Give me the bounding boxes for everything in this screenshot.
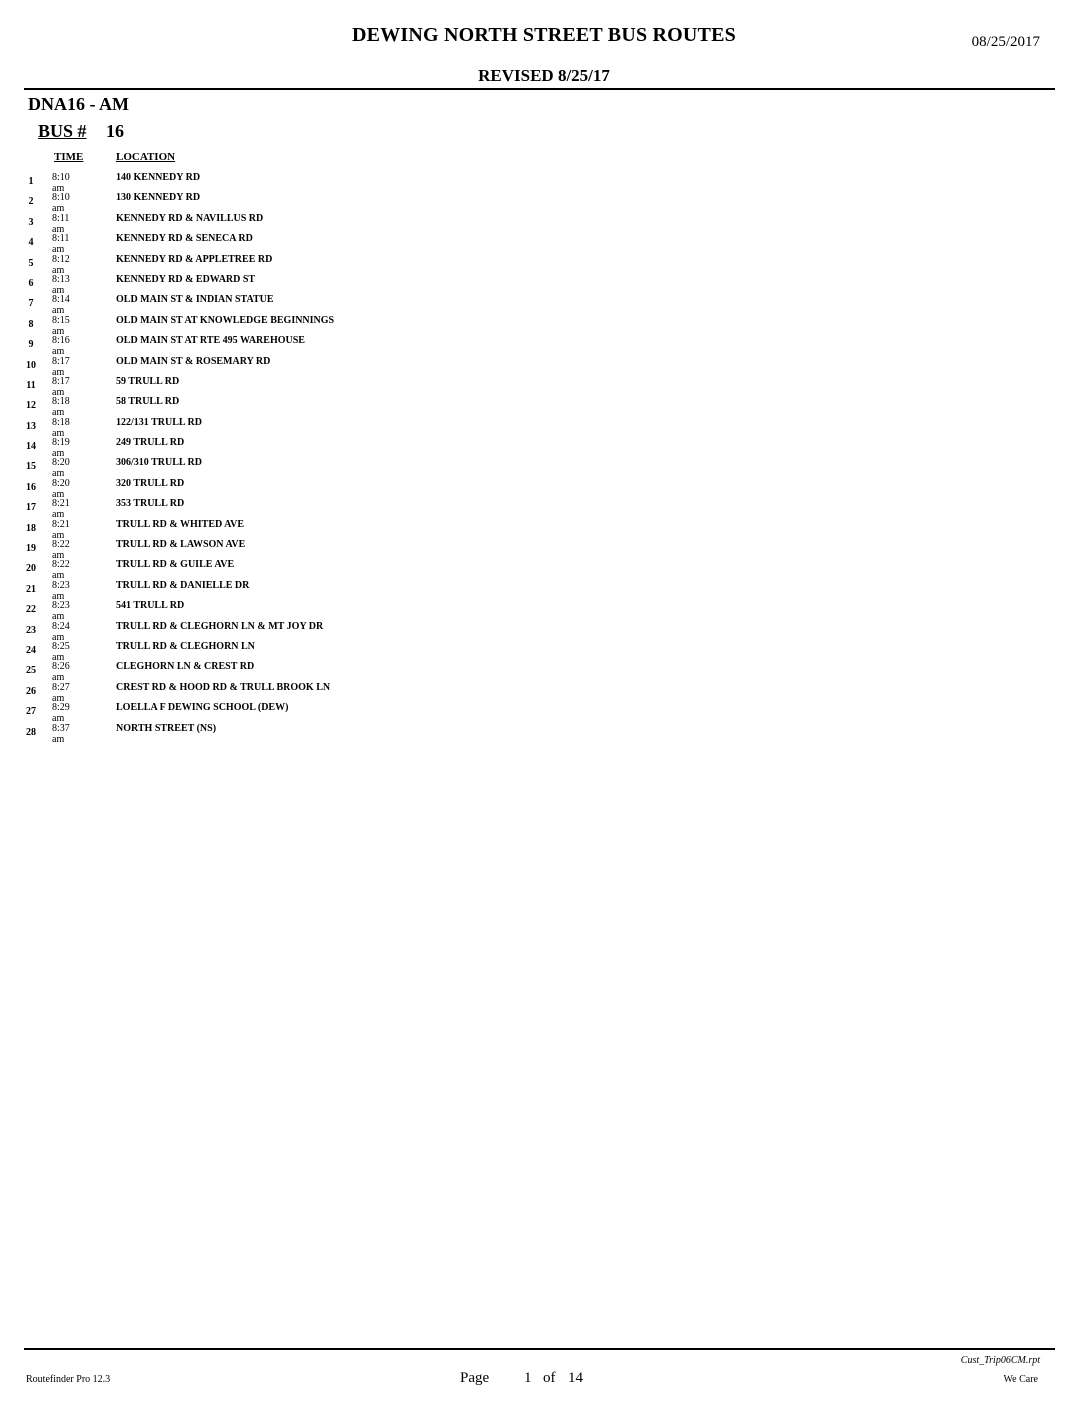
- stop-number: 26: [26, 685, 36, 697]
- header-divider: [24, 88, 1055, 90]
- stop-time: 8:10 am: [52, 192, 70, 215]
- stop-number: 7: [28, 298, 34, 310]
- stop-time: 8:11 am: [52, 233, 70, 256]
- stop-time: 8:22 am: [52, 559, 70, 582]
- stop-time: 8:20 am: [52, 457, 70, 480]
- stop-time: 8:18 am: [52, 416, 70, 439]
- stop-location: 249 TRULL RD: [116, 437, 185, 449]
- footer-tagline: We Care: [1003, 1374, 1038, 1385]
- stop-time: 8:29 am: [52, 702, 70, 725]
- stop-number: 2: [28, 196, 34, 208]
- page-number: 1: [524, 1370, 532, 1386]
- stop-number: 5: [28, 257, 34, 269]
- stop-location: OLD MAIN ST & INDIAN STATUE: [116, 294, 274, 306]
- route-name: DNA16 - AM: [28, 94, 129, 114]
- stop-number: 20: [26, 563, 36, 575]
- stop-time: 8:23 am: [52, 579, 70, 602]
- stop-number: 3: [28, 216, 34, 228]
- stop-time: 8:19 am: [52, 437, 70, 460]
- stop-time: 8:25 am: [52, 640, 70, 663]
- stop-location: NORTH STREET (NS): [116, 722, 217, 734]
- stop-time: 8:22 am: [52, 539, 70, 562]
- stop-location: TRULL RD & CLEGHORN LN & MT JOY DR: [116, 620, 324, 632]
- stop-number: 25: [26, 665, 36, 677]
- stop-number: 22: [26, 604, 36, 616]
- stop-number: 23: [26, 624, 36, 636]
- stop-number: 19: [26, 543, 36, 555]
- stop-location: 306/310 TRULL RD: [116, 457, 202, 469]
- stop-number: 17: [26, 502, 36, 514]
- stop-time: 8:20 am: [52, 477, 70, 500]
- stop-location: 122/131 TRULL RD: [116, 416, 202, 428]
- stop-location: LOELLA F DEWING SCHOOL (DEW): [116, 702, 289, 714]
- page-total: 14: [568, 1370, 583, 1386]
- stop-time: 8:15 am: [52, 314, 70, 337]
- stop-number: 24: [26, 644, 36, 656]
- stop-number: 11: [26, 379, 36, 391]
- column-header-time: TIME: [54, 151, 84, 163]
- stop-number: 15: [26, 461, 36, 473]
- stop-number: 16: [26, 481, 36, 493]
- stop-time: 8:17 am: [52, 375, 70, 398]
- stop-time: 8:26 am: [52, 661, 70, 684]
- document-title: DEWING NORTH STREET BUS ROUTES: [352, 24, 736, 46]
- stop-number: 27: [26, 706, 36, 718]
- stop-time: 8:10 am: [52, 172, 70, 194]
- stop-number: 12: [26, 400, 36, 412]
- column-header-location: LOCATION: [116, 151, 176, 163]
- stop-location: 541 TRULL RD: [116, 600, 185, 612]
- stop-number: 18: [26, 522, 36, 534]
- stop-number: 21: [26, 583, 36, 595]
- stop-location: OLD MAIN ST AT KNOWLEDGE BEGINNINGS: [116, 314, 335, 326]
- stop-time: 8:16 am: [52, 335, 70, 358]
- report-filename: Cust_Trip06CM.rpt: [960, 1355, 1040, 1366]
- stop-time: 8:17 am: [52, 355, 70, 378]
- stop-time: 8:37 am: [52, 722, 70, 745]
- stop-location: CREST RD & HOOD RD & TRULL BROOK LN: [116, 681, 331, 693]
- page-label: Page: [460, 1370, 490, 1386]
- stop-time: 8:21 am: [52, 518, 70, 541]
- stop-location: TRULL RD & WHITED AVE: [116, 518, 244, 530]
- stop-number: 13: [26, 420, 36, 432]
- stop-location: 59 TRULL RD: [116, 375, 180, 387]
- stop-time: 8:27 am: [52, 681, 70, 704]
- stop-time: 8:14 am: [52, 294, 70, 317]
- stop-location: CLEGHORN LN & CREST RD: [116, 661, 255, 673]
- stop-location: KENNEDY RD & APPLETREE RD: [116, 253, 273, 265]
- stop-time: 8:23 am: [52, 600, 70, 623]
- stop-location: OLD MAIN ST AT RTE 495 WAREHOUSE: [116, 335, 305, 347]
- stop-number: 6: [28, 277, 34, 289]
- stop-location: 58 TRULL RD: [116, 396, 180, 408]
- stop-number: 8: [28, 318, 34, 330]
- stop-time: 8:18 am: [52, 396, 70, 419]
- stop-location: TRULL RD & CLEGHORN LN: [116, 640, 255, 652]
- stop-number: 28: [26, 726, 36, 738]
- stop-location: KENNEDY RD & SENECA RD: [116, 233, 253, 245]
- stop-number: 14: [26, 441, 36, 453]
- stop-location: TRULL RD & GUILE AVE: [116, 559, 235, 571]
- revised-subtitle: REVISED 8/25/17: [478, 66, 610, 85]
- stop-location: KENNEDY RD & EDWARD ST: [116, 273, 256, 285]
- stop-location: 140 KENNEDY RD: [116, 172, 201, 183]
- stop-location: OLD MAIN ST & ROSEMARY RD: [116, 355, 271, 367]
- stop-time: 8:12 am: [52, 253, 70, 276]
- stop-number: 9: [28, 339, 34, 351]
- stop-time: 8:24 am: [52, 620, 70, 643]
- stop-location: TRULL RD & LAWSON AVE: [116, 539, 246, 551]
- footer-divider: [24, 1348, 1055, 1350]
- stop-location: 353 TRULL RD: [116, 498, 185, 510]
- software-name: Routefinder Pro 12.3: [26, 1374, 111, 1385]
- stop-time: 8:13 am: [52, 273, 70, 296]
- stop-time: 8:11 am: [52, 212, 70, 235]
- stop-location: 320 TRULL RD: [116, 477, 185, 489]
- stop-number: 10: [26, 359, 36, 371]
- stop-number: 4: [28, 237, 34, 249]
- stop-location: 130 KENNEDY RD: [116, 192, 201, 204]
- stop-number: 1: [28, 176, 34, 187]
- bus-label: BUS #: [38, 121, 87, 141]
- page-of-label: of: [543, 1370, 556, 1386]
- bus-number: 16: [106, 121, 124, 141]
- stop-location: KENNEDY RD & NAVILLUS RD: [116, 212, 264, 224]
- stop-location: TRULL RD & DANIELLE DR: [116, 579, 250, 591]
- stop-time: 8:21 am: [52, 498, 70, 521]
- report-date: 08/25/2017: [971, 34, 1040, 50]
